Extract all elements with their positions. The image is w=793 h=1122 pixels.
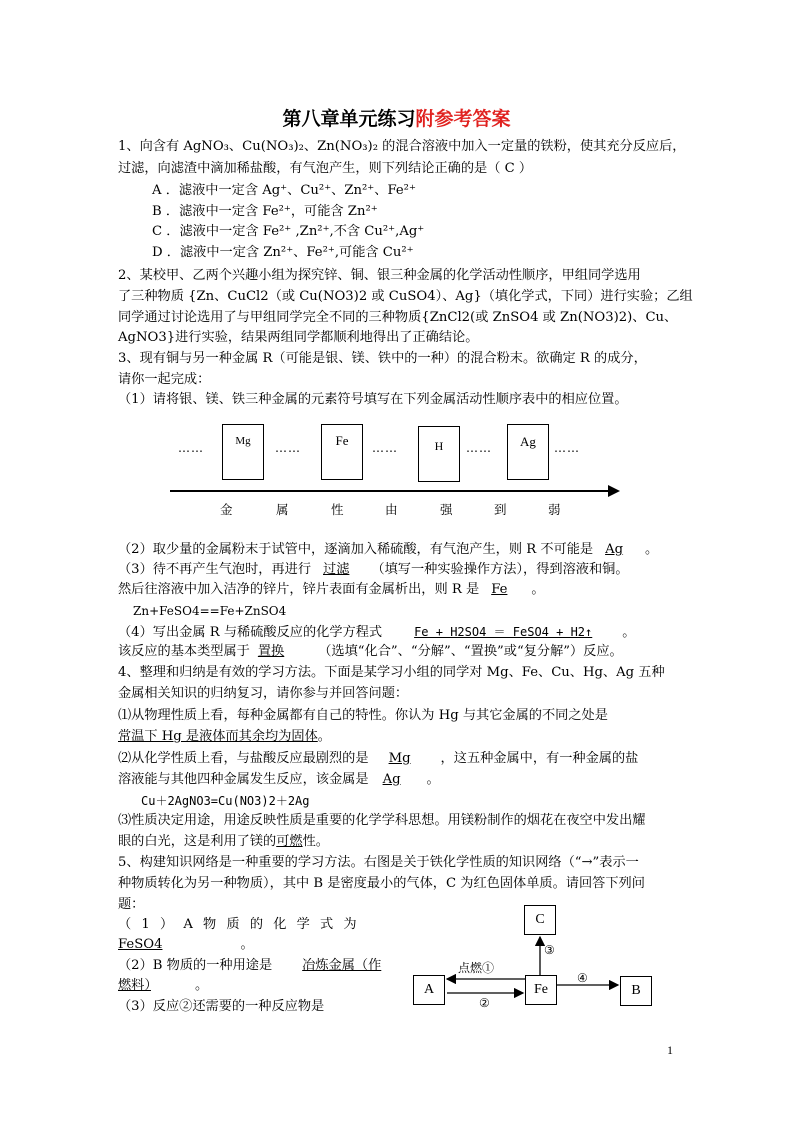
answer: Ag bbox=[382, 772, 401, 787]
ellipsis: …… bbox=[554, 441, 580, 455]
node-b: B bbox=[620, 976, 652, 1006]
network-arrows bbox=[400, 895, 670, 1025]
q3-line1: 3、现有铜与另一种金属 R（可能是银、镁、铁中的一种）的混合粉末。欲确定 R 的成分， bbox=[118, 351, 647, 366]
q4-line2: 金属相关知识的归纳复习，请你参与并回答问题： bbox=[118, 686, 409, 701]
answer: 常温下 Hg 是液体而其余均为固体 bbox=[118, 729, 318, 744]
reaction-label: ② bbox=[479, 996, 490, 1010]
q3-line2: 请你一起完成： bbox=[118, 372, 211, 387]
series-box-h: H bbox=[418, 426, 460, 482]
q3-part3-cont: 然后往溶液中加入洁净的锌片，锌片表面有金属析出，则 R 是 Fe 。 bbox=[118, 582, 545, 597]
answer: FeSO4 bbox=[118, 937, 163, 952]
node-c: C bbox=[524, 905, 556, 935]
q5-line2: 种物质转化为另一种物质），其中 B 是密度最小的气体，C 为红色固体单质。请回答下列问 bbox=[118, 876, 645, 891]
answer: 可燃 bbox=[276, 834, 303, 849]
equation: Zn+FeSO4==Fe+ZnSO4 bbox=[133, 604, 287, 618]
ellipsis: …… bbox=[275, 441, 301, 455]
q5-part1: （ 1 ） A 物 质 的 化 学 式 为 bbox=[118, 917, 360, 932]
q2-line3: 同学通过讨论选用了与甲组同学完全不同的三种物质{ZnCl2(或 ZnSO4 或 Zn(NO3)2)、Cu、 bbox=[118, 310, 678, 325]
ellipsis: …… bbox=[372, 441, 398, 455]
answer: Ag bbox=[605, 542, 624, 557]
ellipsis: …… bbox=[178, 441, 204, 455]
q4-line5: ⑵从化学性质上看，与盐酸反应最剧烈的是 Mg ，这五种金属中，有一种金属的盐 bbox=[118, 751, 639, 766]
q2-line2: 了三种物质 {Zn、CuCl2（或 Cu(NO3)2 或 CuSO4）、Ag}（填化学式，下同）进行实验；乙组 bbox=[118, 289, 693, 304]
scale-char: 金 bbox=[220, 502, 233, 517]
q3-part2: （2）取少量的金属粉末于试管中，逐滴加入稀硫酸，有气泡产生，则 R 不可能是 Ag 。 bbox=[118, 542, 659, 557]
answer: Mg bbox=[388, 751, 411, 766]
node-fe: Fe bbox=[525, 975, 557, 1005]
q4-line1: 4、整理和归纳是有效的学习方法。下面是某学习小组的同学对 Mg、Fe、Cu、Hg、Ag 五种 bbox=[118, 665, 665, 680]
page-title: 第八章单元练习附参考答案 bbox=[282, 108, 511, 130]
answer: 燃料） bbox=[118, 978, 151, 993]
scale-char: 由 bbox=[385, 502, 398, 517]
equation: Cu＋2AgNO3=Cu(NO3)2＋2Ag bbox=[141, 794, 310, 808]
q5-line3: 题： bbox=[118, 897, 145, 912]
q3-line3: （1）请将银、镁、铁三种金属的元素符号填写在下列金属活动性顺序表中的相应位置。 bbox=[118, 392, 628, 407]
q5-part1-answer: FeSO4 。 bbox=[118, 937, 254, 952]
q3-part4: （4）写出金属 R 与稀硫酸反应的化学方程式 Fe + H2SO4 ＝ FeSO4 + H2↑ 。 bbox=[118, 625, 636, 640]
answer: Fe bbox=[491, 582, 508, 597]
ellipsis: …… bbox=[466, 441, 492, 455]
q4-line8: 眼的白光，这是利用了镁的可燃性。 bbox=[118, 834, 329, 849]
reaction-label: ④ bbox=[577, 971, 588, 985]
scale-char: 到 bbox=[494, 502, 507, 517]
q4-line4: 常温下 Hg 是液体而其余均为固体。 bbox=[118, 729, 331, 744]
reaction-label: 点燃① bbox=[458, 961, 495, 975]
scale-char: 弱 bbox=[548, 502, 561, 517]
series-box-fe: Fe bbox=[321, 424, 363, 480]
q3-part3: （3）待不再产生气泡时，再进行 过滤 （填写一种实验操作方法），得到溶液和铜。 bbox=[118, 562, 629, 577]
q3-part4-type: 该反应的基本类型属于 置换 （选填“化合”、“分解”、“置换”或“复分解”）反应。 bbox=[118, 644, 623, 659]
series-box-mg: Mg bbox=[222, 424, 264, 480]
arrow-head-icon bbox=[608, 485, 620, 497]
node-a: A bbox=[413, 975, 445, 1005]
scale-char: 强 bbox=[440, 502, 453, 517]
q1-line2: 过滤，向滤渣中滴加稀盐酸，有气泡产生，则下列结论正确的是（ C ） bbox=[118, 161, 533, 176]
q1-option-a: A ．滤液中一定含 Ag⁺、Cu²⁺、Zn²⁺、Fe²⁺ bbox=[152, 183, 416, 198]
reaction-label: ③ bbox=[544, 943, 555, 957]
answer: 冶炼金属（作 bbox=[302, 958, 382, 973]
q5-part2-cont: 燃料） 。 bbox=[118, 978, 209, 993]
answer: 过滤 bbox=[323, 562, 350, 577]
answer: Fe + H2SO4 ＝ FeSO4 + H2↑ bbox=[414, 625, 593, 639]
answer: 置换 bbox=[257, 644, 285, 659]
q5-part2: （2）B 物质的一种用途是 冶炼金属（作 bbox=[118, 958, 382, 973]
series-box-ag: Ag bbox=[507, 424, 549, 480]
q4-line3: ⑴从物理性质上看，每种金属都有自己的特性。你认为 Hg 与其它金属的不同之处是 bbox=[118, 708, 608, 723]
page-number: 1 bbox=[667, 1043, 673, 1057]
q1-option-b: B ．滤液中一定含 Fe²⁺，可能含 Zn²⁺ bbox=[152, 204, 378, 219]
q5-part3: （3）反应②还需要的一种反应物是 bbox=[118, 999, 325, 1014]
q1-line1: 1、向含有 AgNO₃、Cu(NO₃)₂、Zn(NO₃)₂ 的混合溶液中加入一定量的铁粉，使其充分反应后， bbox=[118, 139, 686, 154]
q4-line7: ⑶性质决定用途，用途反映性质是重要的化学学科思想。用镁粉制作的烟花在夜空中发出耀 bbox=[118, 813, 646, 828]
activity-arrow bbox=[170, 490, 610, 492]
q2-line1: 2、某校甲、乙两个兴趣小组为探究锌、铜、银三种金属的化学活动性顺序，甲组同学选用 bbox=[118, 268, 641, 283]
q4-line6: 溶液能与其他四种金属发生反应，该金属是 Ag 。 bbox=[118, 772, 440, 787]
scale-char: 性 bbox=[331, 502, 344, 517]
scale-char: 属 bbox=[276, 502, 289, 517]
q5-line1: 5、构建知识网络是一种重要的学习方法。右图是关于铁化学性质的知识网络（“→”表示一 bbox=[118, 855, 639, 870]
q2-line4: AgNO3}进行实验，结果两组同学都顺利地得出了正确结论。 bbox=[118, 330, 479, 345]
q1-option-d: D ．滤液中一定含 Zn²⁺、Fe²⁺,可能含 Cu²⁺ bbox=[152, 245, 414, 260]
q1-option-c: C ．滤液中一定含 Fe²⁺ ,Zn²⁺,不含 Cu²⁺,Ag⁺ bbox=[152, 224, 425, 239]
